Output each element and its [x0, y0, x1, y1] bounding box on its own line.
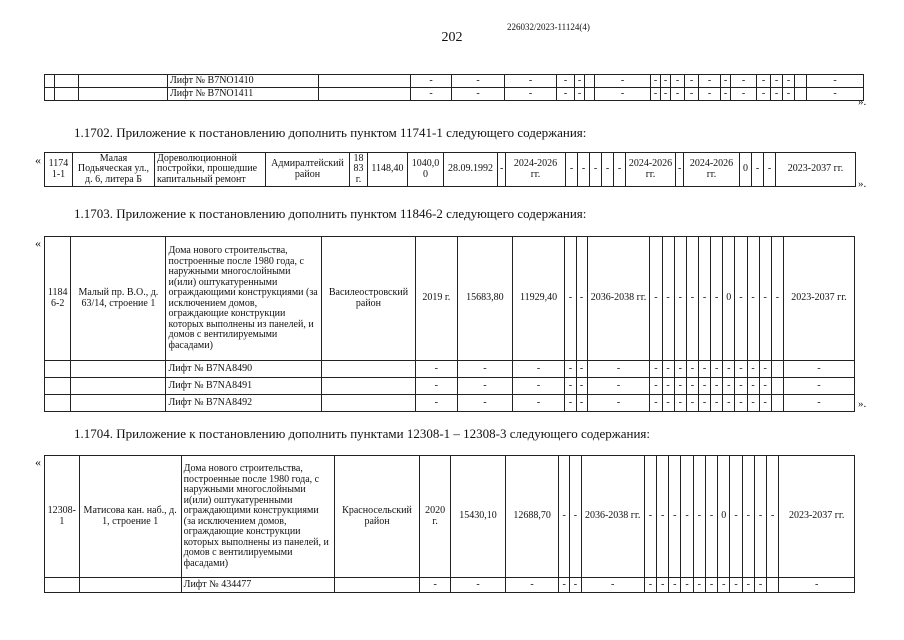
period: 2024-2026 гг. [506, 153, 566, 187]
table-1704 [44, 455, 855, 578]
area-living: 12688,70 [506, 456, 559, 578]
closing-quote: ». [858, 398, 867, 410]
table-row: Лифт № B7NA8492 - - - - - - - - - - - - - - - - - [45, 395, 855, 412]
district: Василеостровский район [322, 237, 415, 361]
area-total: 1148,40 [368, 153, 408, 187]
document-number: 226032/2023-11124(4) [507, 22, 590, 32]
table-1704-lifts [44, 577, 855, 593]
year: 2019 г. [415, 237, 458, 361]
period: 2036-2038 гг. [587, 237, 650, 361]
building-type: Дома нового строительства, построенные после 1980 года, с наружными многослойными и(или) оштукатуренными ограждающими конструкциями (за исключением домов, ограждающие конструкции которых выполнены из панелей, и домов с вентилируемыми фасадами) [181, 456, 334, 578]
paragraph-1703: 1.1703. Приложение к постановлению дополнить пунктом 11846-2 следующего содержания: [74, 206, 587, 221]
address: Малый пр. В.О., д. 63/14, строение 1 [71, 237, 166, 361]
paragraph-1704: 1.1704. Приложение к постановлению дополнить пунктами 12308-1 – 12308-3 следующего содержания: [74, 426, 650, 441]
closing-quote: ». [858, 178, 867, 190]
opening-quote: « [35, 455, 41, 469]
lift-name: Лифт № B7NA8492 [166, 395, 322, 412]
period: 2036-2038 гг. [581, 456, 644, 578]
top-lift-table [44, 74, 864, 101]
table-1703 [44, 236, 855, 361]
lift-name: Лифт № B7NO1411 [168, 88, 319, 101]
table-row: 12308-1 Матисова кан. наб., д. 1, строение 1 Дома нового строительства, построенные после 1980 года, с наружными многослойными и(или) оштукатуренными ограждающими конструкциями (за исключением домов, ограждающие конструкции которых выполнены из панелей, и домов с вентилируемыми фасадами) Красносельский район 2020 г. 15430,10 12688,70 - - 2036-2038 гг. - - - - - - 0 - - - - 2023-2037 гг. [45, 456, 855, 578]
lift-name: Лифт № B7NA8491 [166, 378, 322, 395]
closing-quote: ». [858, 96, 867, 108]
table-row: 11846-2 Малый пр. В.О., д. 63/14, строение 1 Дома нового строительства, построенные после 1980 года, с наружными многослойными и(или) оштукатуренными ограждающими конструкциями (за исключением домов, ограждающие конструкции которых выполнены из панелей, и домов с вентилируемыми фасадами) Василеостровский район 2019 г. 15683,80 11929,40 - - 2036-2038 гг. - - - - - - 0 - - - - 2023-2037 гг. [45, 237, 855, 361]
period: 2024-2026 гг. [684, 153, 740, 187]
district: Адмиралтейский район [266, 153, 350, 187]
item-number: 11846-2 [45, 237, 71, 361]
period: 2024-2026 гг. [626, 153, 676, 187]
table-row: Лифт № B7NO1410 - - - - - - - - - - - - - - - - - [45, 75, 864, 88]
area-living: 1040,00 [408, 153, 444, 187]
address: Малая Подьяческая ул., д. 6, литера Б [73, 153, 155, 187]
item-number: 11741-1 [45, 153, 73, 187]
lift-name: Лифт № 434477 [181, 578, 334, 593]
area-living: 11929,40 [512, 237, 565, 361]
period: 2023-2037 гг. [783, 237, 854, 361]
paragraph-1702: 1.1702. Приложение к постановлению дополнить пунктом 11741-1 следующего содержания: [74, 125, 587, 140]
table-row: Лифт № B7NA8491 - - - - - - - - - - - - - - - - - [45, 378, 855, 395]
building-type: Дореволюционной постройки, прошедшие капитальный ремонт [155, 153, 266, 187]
address: Матисова кан. наб., д. 1, строение 1 [79, 456, 181, 578]
item-number: 12308-1 [45, 456, 80, 578]
table-1702 [44, 152, 856, 187]
lift-name: Лифт № B7NA8490 [166, 361, 322, 378]
area-total: 15683,80 [458, 237, 513, 361]
table-row: 11741-1 Малая Подьяческая ул., д. 6, литера Б Дореволюционной постройки, прошедшие капитальный ремонт Адмиралтейский район 1883 г. 1148,40 1040,00 28.09.1992 - 2024-2026 гг. - - - - - 2024-2026 гг. - 2024-2026 гг. 0 - - 2023-2037 гг. [45, 153, 856, 187]
area-total: 15430,10 [450, 456, 505, 578]
page-number: 202 [441, 30, 463, 45]
date: 28.09.1992 [444, 153, 498, 187]
building-type: Дома нового строительства, построенные после 1980 года, с наружными многослойными и(или) оштукатуренными ограждающими конструкциями (за исключением домов, ограждающие конструкции которых выполнены из панелей, и домов с вентилируемыми фасадами) [166, 237, 322, 361]
table-1703-lifts [44, 360, 855, 412]
year: 1883 г. [350, 153, 368, 187]
opening-quote: « [35, 153, 41, 167]
table-row: Лифт № 434477 - - - - - - - - - - - - - - - - - [45, 578, 855, 593]
period: 2023-2037 гг. [779, 456, 855, 578]
table-row: Лифт № B7NO1411 - - - - - - - - - - - - - - - - - [45, 88, 864, 101]
district: Красносельский район [334, 456, 420, 578]
period: 2023-2037 гг. [776, 153, 856, 187]
year: 2020 г. [420, 456, 451, 578]
lift-name: Лифт № B7NO1410 [168, 75, 319, 88]
table-row: Лифт № B7NA8490 - - - - - - - - - - - - - - - - - [45, 361, 855, 378]
opening-quote: « [35, 236, 41, 250]
